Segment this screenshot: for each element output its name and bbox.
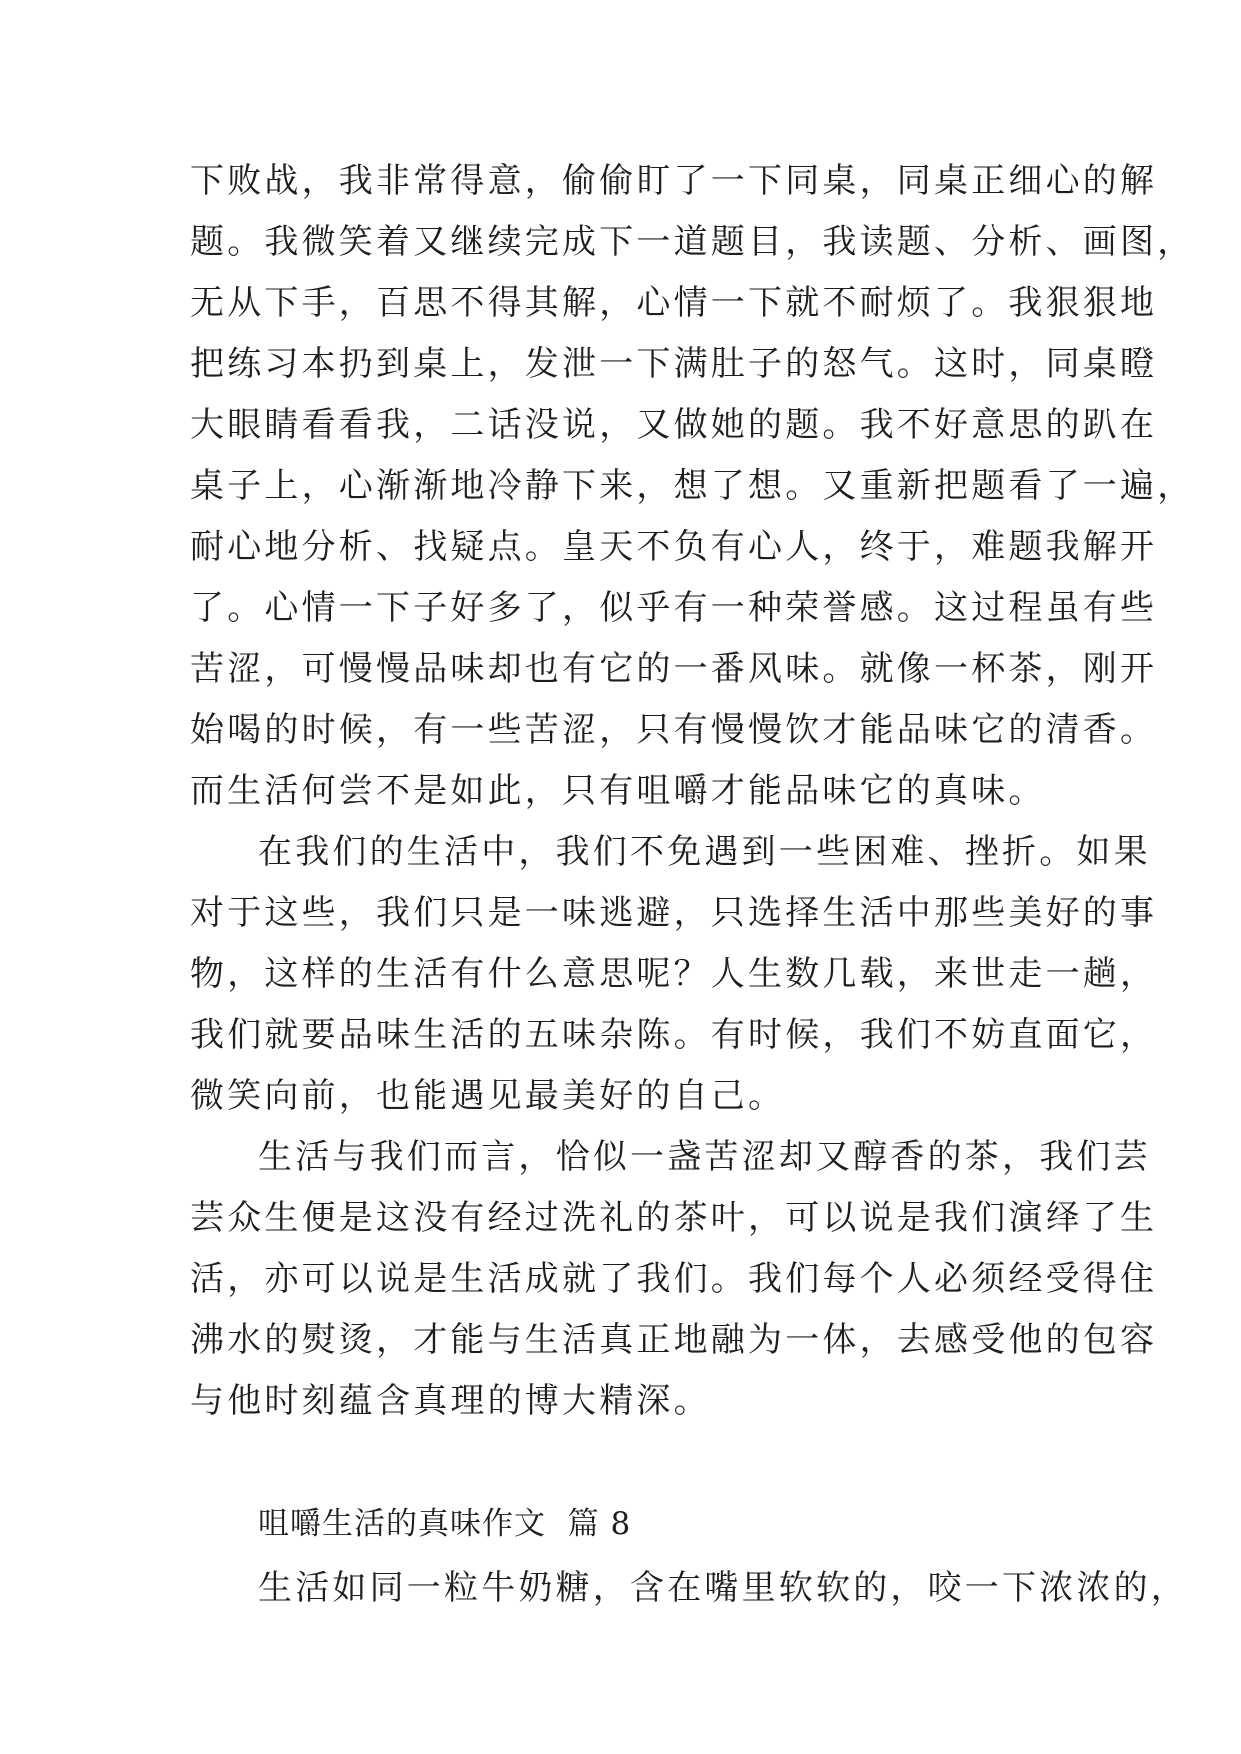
text-line: 耐心地分析、找疑点。皇天不负有心人，终于，难题我解开 bbox=[190, 527, 1158, 567]
text-line: 物，这样的生活有什么意思呢？人生数几载，来世走一趟， bbox=[190, 954, 1158, 994]
text-line: 题。我微笑着又继续完成下一道题目，我读题、分析、画图， bbox=[190, 222, 1195, 262]
text-line: 微笑向前，也能遇见最美好的自己。 bbox=[190, 1076, 786, 1116]
text-line: 沸水的熨烫，才能与生活真正地融为一体，去感受他的包容 bbox=[190, 1320, 1158, 1360]
text-line: 生活如同一粒牛奶糖，含在嘴里软软的，咬一下浓浓的， bbox=[258, 1568, 1188, 1608]
text-line: 对于这些，我们只是一味逃避，只选择生活中那些美好的事 bbox=[190, 893, 1158, 933]
text-line: 我们就要品味生活的五味杂陈。有时候，我们不妨直面它， bbox=[190, 1015, 1158, 1055]
text-line: 在我们的生活中，我们不免遇到一些困难、挫折。如果 bbox=[258, 832, 1151, 872]
text-line: 而生活何尝不是如此，只有咀嚼才能品味它的真味。 bbox=[190, 771, 1046, 811]
text-line: 大眼睛看看我，二话没说，又做她的题。我不好意思的趴在 bbox=[190, 405, 1158, 445]
text-line: 无从下手，百思不得其解，心情一下就不耐烦了。我狠狠地 bbox=[190, 283, 1158, 323]
text-line: 活，亦可以说是生活成就了我们。我们每个人必须经受得住 bbox=[190, 1259, 1158, 1299]
text-line: 把练习本扔到桌上，发泄一下满肚子的怒气。这时，同桌瞪 bbox=[190, 344, 1158, 384]
text-line: 始喝的时候，有一些苦涩，只有慢慢饮才能品味它的清香。 bbox=[190, 710, 1158, 750]
text-line: 下败战，我非常得意，偷偷盯了一下同桌，同桌正细心的解 bbox=[190, 161, 1158, 201]
text-line: 了。心情一下子好多了，似乎有一种荣誉感。这过程虽有些 bbox=[190, 588, 1158, 628]
text-line: 桌子上，心渐渐地冷静下来，想了想。又重新把题看了一遍， bbox=[190, 466, 1195, 506]
text-line: 与他时刻蕴含真理的博大精深。 bbox=[190, 1381, 711, 1421]
text-line: 苦涩，可慢慢品味却也有它的一番风味。就像一杯茶，刚开 bbox=[190, 649, 1158, 689]
text-line: 芸众生便是这没有经过洗礼的茶叶，可以说是我们演绎了生 bbox=[190, 1198, 1158, 1238]
section-heading: 咀嚼生活的真味作文 篇 8 bbox=[258, 1506, 632, 1542]
text-line: 生活与我们而言，恰似一盏苦涩却又醇香的茶，我们芸 bbox=[258, 1137, 1151, 1177]
